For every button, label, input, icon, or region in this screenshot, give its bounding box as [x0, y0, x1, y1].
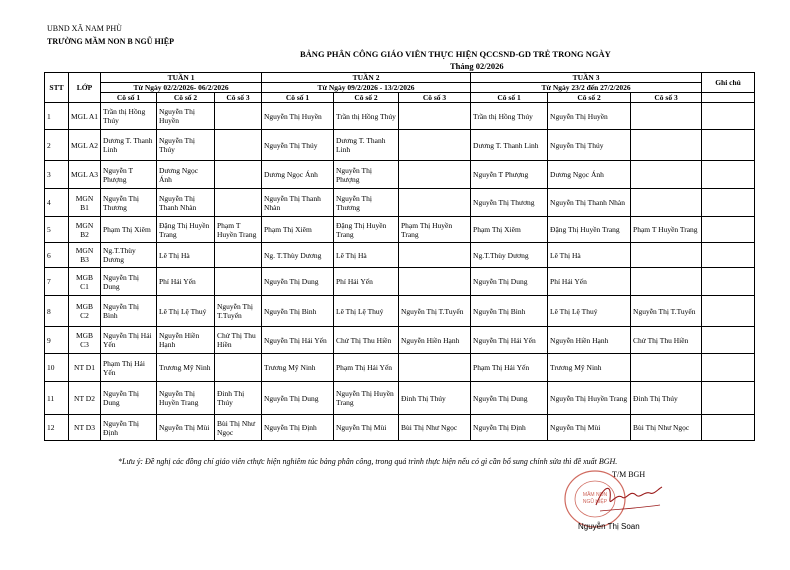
teacher-cell: Nguyễn Hiền Hạnh [548, 327, 631, 354]
teacher-cell: Phạm Thị Xiêm [262, 217, 334, 243]
teacher-cell: Nguyễn Thị Bình [471, 296, 548, 327]
stt-cell: 9 [45, 327, 69, 354]
teacher-cell [215, 268, 262, 296]
stt-cell: 2 [45, 130, 69, 161]
teacher-cell: Dương Ngọc Ánh [262, 161, 334, 189]
teacher-cell: Nguyễn Thị Phượng [334, 161, 399, 189]
note-cell [702, 130, 755, 161]
class-cell: MGB C3 [69, 327, 101, 354]
teacher-cell: Phạm Thị Xiêm [471, 217, 548, 243]
teacher-cell: Nguyễn Thị Huyền Trang [157, 382, 215, 415]
table-row [45, 268, 755, 296]
table-row [45, 354, 755, 382]
class-cell: MGN B2 [69, 217, 101, 243]
teacher-cell [215, 103, 262, 130]
teacher-cell: Nguyễn Thị T.Tuyển [215, 296, 262, 327]
teacher-cell: Trần thị Hồng Thúy [471, 103, 548, 130]
shift-header: Cô số 2 [157, 93, 215, 103]
teacher-cell: Nguyễn Thị Thương [101, 189, 157, 217]
teacher-cell: Nguyễn Thị Định [101, 415, 157, 441]
class-cell: MGN B3 [69, 243, 101, 268]
teacher-cell: Phạm Thị Huyền Trang [399, 217, 471, 243]
teacher-cell [631, 103, 702, 130]
teacher-cell: Nguyễn Thị Thúy [157, 130, 215, 161]
stt-cell: 5 [45, 217, 69, 243]
class-cell: MGN B1 [69, 189, 101, 217]
teacher-cell [631, 161, 702, 189]
teacher-cell: Ng. T.Thùy Dương [262, 243, 334, 268]
stt-cell: 1 [45, 103, 69, 130]
org-line-2: TRƯỜNG MẦM NON B NGŨ HIỆP [47, 37, 175, 46]
class-cell: NT D3 [69, 415, 101, 441]
teacher-cell: Nguyễn T Phượng [471, 161, 548, 189]
stt-cell: 3 [45, 161, 69, 189]
note-cell [702, 415, 755, 441]
teacher-cell: Trương Mỹ Ninh [157, 354, 215, 382]
teacher-cell: Bùi Thị Như Ngọc [399, 415, 471, 441]
teacher-cell [631, 189, 702, 217]
week-2-range: Từ Ngày 09/2/2026 - 13/2/2026 [262, 83, 471, 93]
teacher-cell: Nguyễn Thị Thanh Nhàn [262, 189, 334, 217]
teacher-cell: Nguyễn Thị Định [262, 415, 334, 441]
teacher-cell: Đặng Thị Huyền Trang [548, 217, 631, 243]
class-header: LỚP [69, 73, 101, 103]
teacher-cell: Nguyễn Thị Hải Yến [471, 327, 548, 354]
teacher-cell: Nguyễn Hiền Hạnh [157, 327, 215, 354]
teacher-cell: Dương Ngọc Ánh [548, 161, 631, 189]
table-row [45, 161, 755, 189]
shift-header: Cô số 2 [548, 93, 631, 103]
teacher-cell: Ng.T.Thùy Dương [471, 243, 548, 268]
teacher-cell [215, 130, 262, 161]
teacher-cell: Lê Thị Hà [334, 243, 399, 268]
teacher-cell [215, 354, 262, 382]
teacher-cell: Chử Thị Thu Hiền [334, 327, 399, 354]
note-cell [702, 327, 755, 354]
teacher-cell [631, 243, 702, 268]
signature-icon [590, 475, 665, 520]
teacher-cell: Dương T. Thanh Linh [334, 130, 399, 161]
teacher-cell: Nguyễn Thị Huyền [157, 103, 215, 130]
note-cell [702, 268, 755, 296]
class-cell: MGL A2 [69, 130, 101, 161]
shift-header: Cô số 3 [215, 93, 262, 103]
teacher-cell: Nguyễn Thị Thương [334, 189, 399, 217]
svg-text:NGŨ HIỆP: NGŨ HIỆP [582, 499, 608, 505]
teacher-cell [399, 161, 471, 189]
teacher-cell [631, 130, 702, 161]
teacher-cell: Phạm Thị Xiêm [101, 217, 157, 243]
teacher-cell: Phạm Thị Hải Yến [334, 354, 399, 382]
teacher-cell [399, 130, 471, 161]
teacher-cell: Nguyễn Thị Bình [262, 296, 334, 327]
class-cell: MGL A1 [69, 103, 101, 130]
teacher-cell: Phạm T Huyền Trang [631, 217, 702, 243]
teacher-cell: Lê Thị Lệ Thuý [334, 296, 399, 327]
teacher-cell: Phí Hải Yến [548, 268, 631, 296]
page-title: BẢNG PHÂN CÔNG GIÁO VIÊN THỰC HIỆN QCCSND-GD TRẺ TRONG NGÀY [300, 49, 611, 59]
teacher-cell: Dương T. Thanh Linh [471, 130, 548, 161]
teacher-cell [399, 354, 471, 382]
teacher-cell [215, 189, 262, 217]
class-cell: MGB C1 [69, 268, 101, 296]
class-cell: NT D1 [69, 354, 101, 382]
teacher-cell [215, 243, 262, 268]
teacher-cell: Đinh Thị Thúy [399, 382, 471, 415]
teacher-cell [399, 243, 471, 268]
teacher-cell: Nguyễn Thị Huyền [548, 103, 631, 130]
teacher-cell: Nguyễn Thị Mùi [334, 415, 399, 441]
month-label: Tháng 02/2026 [450, 61, 504, 71]
class-cell: MGB C2 [69, 296, 101, 327]
teacher-cell [631, 268, 702, 296]
table-row [45, 130, 755, 161]
teacher-cell: Phí Hải Yến [157, 268, 215, 296]
teacher-cell: Nguyễn Thị Huyền Trang [334, 382, 399, 415]
note-cell [702, 217, 755, 243]
teacher-cell [631, 354, 702, 382]
table-row [45, 243, 755, 268]
stt-cell: 4 [45, 189, 69, 217]
teacher-cell: Nguyễn T Phượng [101, 161, 157, 189]
note-subheader [702, 93, 755, 103]
teacher-cell: Chử Thị Thu Hiền [215, 327, 262, 354]
teacher-cell: Dương Ngọc Ánh [157, 161, 215, 189]
teacher-cell: Lê Thị Hà [157, 243, 215, 268]
shift-header: Cô số 1 [471, 93, 548, 103]
teacher-cell [399, 189, 471, 217]
teacher-cell: Nguyễn Thị Mùi [157, 415, 215, 441]
teacher-cell: Nguyễn Thị Thúy [262, 130, 334, 161]
teacher-cell: Trần thị Hồng Thúy [101, 103, 157, 130]
teacher-cell: Ng.T.Thùy Dương [101, 243, 157, 268]
teacher-cell: Nguyễn Thị Dung [471, 382, 548, 415]
teacher-cell: Phí Hải Yến [334, 268, 399, 296]
teacher-cell: Phạm Thị Hải Yến [471, 354, 548, 382]
stt-cell: 10 [45, 354, 69, 382]
shift-header: Cô số 3 [399, 93, 471, 103]
teacher-cell: Trương Mỹ Ninh [262, 354, 334, 382]
shift-header: Cô số 3 [631, 93, 702, 103]
teacher-cell: Nguyễn Thị Dung [471, 268, 548, 296]
stt-cell: 12 [45, 415, 69, 441]
teacher-cell: Bùi Thị Như Ngọc [631, 415, 702, 441]
note-cell [702, 354, 755, 382]
shift-header: Cô số 2 [334, 93, 399, 103]
table-row [45, 382, 755, 415]
teacher-cell: Nguyễn Thị Dung [262, 382, 334, 415]
signer-name: Nguyễn Thị Soan [578, 522, 640, 531]
schedule-table [44, 72, 755, 441]
note-header: Ghi chú [702, 73, 755, 93]
teacher-cell: Nguyễn Thị T.Tuyển [631, 296, 702, 327]
class-cell: MGL A3 [69, 161, 101, 189]
teacher-cell: Nguyễn Thị Bình [101, 296, 157, 327]
teacher-cell: Phạm T Huyền Trang [215, 217, 262, 243]
teacher-cell: Nguyễn Thị T.Tuyển [399, 296, 471, 327]
teacher-cell: Nguyễn Thị Thanh Nhàn [548, 189, 631, 217]
footer-note: *Lưu ý: Đề nghị các đồng chí giáo viên cthực hiện nghiêm túc bảng phân công, trong quá trình thực hiện nếu có gì cần bổ sung chỉnh sửa thì đề xuất BGH. [118, 457, 618, 466]
teacher-cell: Trần thị Hồng Thúy [334, 103, 399, 130]
note-cell [702, 103, 755, 130]
stt-header: STT [45, 73, 69, 103]
teacher-cell: Nguyễn Thị Dung [262, 268, 334, 296]
note-cell [702, 382, 755, 415]
teacher-cell: Nguyễn Thị Mùi [548, 415, 631, 441]
teacher-cell: Nguyễn Thị Huyền Trang [548, 382, 631, 415]
week-3-header: TUẦN 3 [471, 73, 702, 83]
teacher-cell: Nguyễn Thị Thanh Nhàn [157, 189, 215, 217]
table-row [45, 103, 755, 130]
teacher-cell: Lê Thị Lệ Thuý [548, 296, 631, 327]
note-cell [702, 189, 755, 217]
teacher-cell: Nguyễn Thị Thương [471, 189, 548, 217]
stt-cell: 8 [45, 296, 69, 327]
teacher-cell [399, 268, 471, 296]
teacher-cell: Đinh Thị Thúy [631, 382, 702, 415]
table-row [45, 189, 755, 217]
teacher-cell: Nguyễn Thị Huyền [262, 103, 334, 130]
teacher-cell: Nguyễn Thị Thúy [548, 130, 631, 161]
week-1-header: TUẦN 1 [101, 73, 262, 83]
teacher-cell: Đặng Thị Huyền Trang [157, 217, 215, 243]
teacher-cell [215, 161, 262, 189]
note-cell [702, 296, 755, 327]
stt-cell: 7 [45, 268, 69, 296]
table-row [45, 327, 755, 354]
note-cell [702, 243, 755, 268]
teacher-cell: Dương T. Thanh Linh [101, 130, 157, 161]
shift-header: Cô số 1 [262, 93, 334, 103]
tm-label: T/M BGH [612, 470, 646, 479]
teacher-cell: Phạm Thị Hải Yến [101, 354, 157, 382]
table-row [45, 217, 755, 243]
svg-text:MẦM NON: MẦM NON [582, 492, 608, 498]
teacher-cell: Đặng Thị Huyền Trang [334, 217, 399, 243]
class-cell: NT D2 [69, 382, 101, 415]
table-row [45, 296, 755, 327]
teacher-cell: Bùi Thị Như Ngọc [215, 415, 262, 441]
note-cell [702, 161, 755, 189]
shift-header: Cô số 1 [101, 93, 157, 103]
teacher-cell: Lê Thị Hà [548, 243, 631, 268]
week-1-range: Từ Ngày 02/2/2026- 06/2/2026 [101, 83, 262, 93]
teacher-cell: Nguyễn Thị Định [471, 415, 548, 441]
teacher-cell: Nguyễn Thị Hải Yến [101, 327, 157, 354]
teacher-cell [399, 103, 471, 130]
week-3-range: Từ Ngày 23/2 đến 27/2/2026 [471, 83, 702, 93]
table-row [45, 415, 755, 441]
teacher-cell: Nguyễn Thị Dung [101, 382, 157, 415]
org-line-1: UBND XÃ NAM PHÙ [47, 24, 122, 33]
teacher-cell: Đinh Thị Thúy [215, 382, 262, 415]
teacher-cell: Nguyễn Thị Hải Yến [262, 327, 334, 354]
teacher-cell: Chử Thị Thu Hiền [631, 327, 702, 354]
teacher-cell: Trương Mỹ Ninh [548, 354, 631, 382]
week-2-header: TUẦN 2 [262, 73, 471, 83]
teacher-cell: Nguyễn Thị Dung [101, 268, 157, 296]
stt-cell: 11 [45, 382, 69, 415]
stt-cell: 6 [45, 243, 69, 268]
teacher-cell: Nguyễn Hiền Hạnh [399, 327, 471, 354]
teacher-cell: Lê Thị Lệ Thuý [157, 296, 215, 327]
